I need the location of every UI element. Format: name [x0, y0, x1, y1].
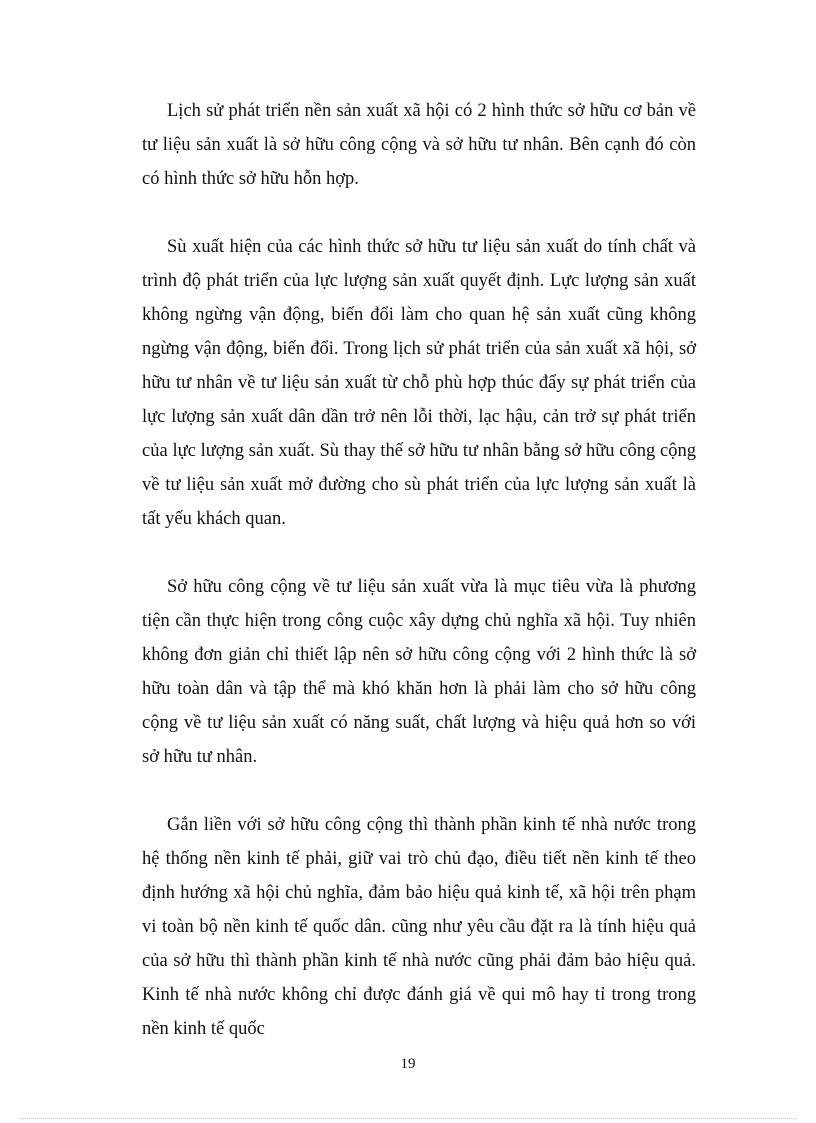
- paragraph-2: Sù xuất hiện của các hình thức sở hữu tư liệu sản xuất do tính chất và trình độ phát triển của lực lượng sản xuất quyết định. Lực lượng sản xuất không ngừng vận động, biến đổi làm cho quan hệ sản xuất cũng không ngừng vận động, biến đổi. Trong lịch sử phát triển của sản xuất xã hội, sở hữu tư nhân về tư liệu sản xuất từ chỗ phù hợp thúc đẩy sự phát triển của lực lượng sản xuất dân dần trở nên lỗi thời, lạc hậu, cản trở sự phát triển của lực lượng sản xuất. Sù thay thế sở hữu tư nhân bằng sở hữu công cộng về tư liệu sản xuất mở đường cho sù phát triển của lực lượng sản xuất là tất yếu khách quan.: [142, 237, 696, 529]
- page-bottom-divider: [20, 1118, 796, 1119]
- paragraph-1: Lịch sử phát triển nền sản xuất xã hội có 2 hình thức sở hữu cơ bản về tư liệu sản xuất là sở hữu công cộng và sở hữu tư nhân. Bên cạnh đó còn có hình thức sở hữu hỗn hợp.: [142, 101, 696, 189]
- paragraph-3: Sở hữu công cộng về tư liệu sản xuất vừa là mục tiêu vừa là phương tiện cần thực hiện trong công cuộc xây dựng chủ nghĩa xã hội. Tuy nhiên không đơn giản chỉ thiết lập nên sở hữu công cộng với 2 hình thức là sở hữu toàn dân và tập thể mà khó khăn hơn là phải làm cho sở hữu công cộng về tư liệu sản xuất có năng suất, chất lượng và hiệu quả hơn so với sở hữu tư nhân.: [142, 577, 696, 767]
- paragraph-4: Gắn liền với sở hữu công cộng thì thành phần kinh tế nhà nước trong hệ thống nền kinh tế phải, giữ vai trò chủ đạo, điều tiết nền kinh tế theo định hướng xã hội chủ nghĩa, đảm bảo hiệu quả kinh tế, xã hội trên phạm vi toàn bộ nền kinh tế quốc dân. cũng như yêu cầu đặt ra là tính hiệu quả của sở hữu thì thành phần kinh tế nhà nước cũng phải đảm bảo hiệu quả. Kinh tế nhà nước không chỉ được đánh giá về qui mô hay tỉ trong trong nền kinh tế quốc: [142, 815, 696, 1039]
- page-number: 19: [400, 1056, 416, 1072]
- body-text: [142, 94, 696, 1046]
